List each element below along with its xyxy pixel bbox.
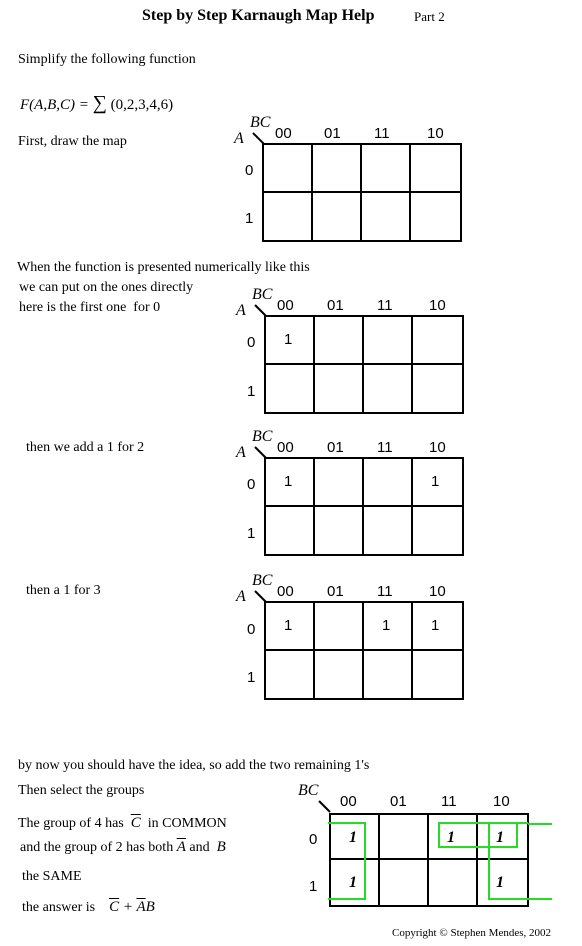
step-draw-text: First, draw the map <box>18 134 127 149</box>
kmap-cell <box>364 651 413 699</box>
function-rhs: (0,2,3,4,6) <box>110 97 174 113</box>
step-numeric-line1: When the function is presented numerically like this <box>17 260 310 275</box>
kmap-cell <box>364 507 413 555</box>
part-label: Part 2 <box>414 9 445 24</box>
kmap-step1 <box>234 284 469 416</box>
row-header: 0 <box>247 476 256 493</box>
col-header: 11 <box>377 439 393 456</box>
intro-text: Simplify the following function <box>18 52 196 67</box>
col-header: 11 <box>377 297 393 314</box>
kmap-cell <box>413 365 462 413</box>
col-header: 10 <box>429 439 446 456</box>
col-header: 11 <box>377 583 393 600</box>
kmap-cell: 1 <box>266 603 315 651</box>
sigma-symbol: ∑ <box>92 92 107 114</box>
kmap-row-var: A <box>236 302 246 319</box>
col-header: 10 <box>427 125 444 142</box>
col-header: 10 <box>429 583 446 600</box>
row-header: 1 <box>247 525 256 542</box>
kmap-grid <box>264 601 464 700</box>
page-title: Step by Step Karnaugh Map Help <box>142 7 375 24</box>
col-header: 00 <box>275 125 292 142</box>
kmap-cell <box>315 603 364 651</box>
kmap-cell <box>429 860 478 905</box>
step-numeric-line2: we can put on the ones directly <box>19 280 194 295</box>
col-header: 00 <box>277 439 294 456</box>
col-header: 11 <box>374 125 390 142</box>
kmap-cell <box>413 651 462 699</box>
kmap-cell <box>264 193 313 241</box>
kmap-grid <box>264 457 464 556</box>
col-header: 01 <box>324 125 341 142</box>
row-header: 1 <box>247 669 256 686</box>
kmap-row-var: A <box>236 588 246 605</box>
row-header: 0 <box>309 831 318 848</box>
kmap-col-var: BC <box>250 114 271 131</box>
kmap-cell <box>313 145 362 193</box>
kmap-cell <box>411 193 460 241</box>
row-header: 0 <box>247 334 256 351</box>
kmap-cell <box>266 651 315 699</box>
answer-text: the answer is $\overline{C} + \overline{A}B$ <box>22 899 155 915</box>
kmap-cell <box>266 365 315 413</box>
kmap-cell: 1 <box>266 459 315 507</box>
kmap-cell: 1 <box>364 603 413 651</box>
kmap-cell <box>362 145 411 193</box>
kmap-cell: 1 <box>429 815 478 860</box>
col-header: 00 <box>277 583 294 600</box>
kmap-cell: 1 <box>331 860 380 905</box>
row-header: 0 <box>247 621 256 638</box>
kmap-row-var: A <box>234 130 244 147</box>
kmap-cell <box>315 365 364 413</box>
col-header: 01 <box>327 583 344 600</box>
kmap-cell: 1 <box>478 815 527 860</box>
kmap-cell <box>315 651 364 699</box>
kmap-grid <box>262 143 462 242</box>
kmap-empty <box>232 112 467 244</box>
kmap-cell <box>362 193 411 241</box>
kmap-col-var: BC <box>252 428 273 445</box>
kmap-cell: 1 <box>413 603 462 651</box>
kmap-cell <box>413 317 462 365</box>
col-header: 01 <box>327 439 344 456</box>
function-lhs: F(A,B,C) = <box>20 97 89 113</box>
step-groups-text: Then select the groups <box>18 783 145 798</box>
kmap-cell <box>313 193 362 241</box>
kmap-cell <box>364 365 413 413</box>
step-numeric-line3: here is the first one for 0 <box>19 300 161 315</box>
group4-text: The group of 4 has $\overline{C}$ in COMMON <box>18 815 227 831</box>
kmap-col-var: BC <box>298 782 319 799</box>
group-two <box>438 822 518 848</box>
group-four-edge-bottom <box>528 898 552 900</box>
kmap-cell <box>413 507 462 555</box>
kmap-final <box>296 780 536 910</box>
kmap-col-var: BC <box>252 572 273 589</box>
step-add2-text: then we add a 1 for 2 <box>26 440 145 455</box>
kmap-cell <box>315 507 364 555</box>
group-four-edge-top <box>528 823 552 825</box>
kmap-row-var: A <box>236 444 246 461</box>
kmap-col-var: BC <box>252 286 273 303</box>
kmap-cell: 1 <box>266 317 315 365</box>
kmap-cell: 1 <box>331 815 380 860</box>
step-idea-text: by now you should have the idea, so add the two remaining 1's <box>18 758 370 773</box>
kmap-cell: 1 <box>496 874 504 891</box>
kmap-cell <box>380 815 429 860</box>
copyright-text: Copyright © Stephen Mendes, 2002 <box>392 927 551 939</box>
row-header: 1 <box>309 878 318 895</box>
kmap-cell <box>315 459 364 507</box>
kmap-diagonal <box>318 800 332 814</box>
kmap-cell: 1 <box>413 459 462 507</box>
col-header: 10 <box>429 297 446 314</box>
same-text: the SAME <box>22 869 82 884</box>
kmap-step3 <box>234 570 469 702</box>
kmap-cell <box>266 507 315 555</box>
col-header: 01 <box>327 297 344 314</box>
function-expression <box>20 92 173 115</box>
step-add3-text: then a 1 for 3 <box>26 583 101 598</box>
kmap-cell <box>264 145 313 193</box>
col-header: 00 <box>277 297 294 314</box>
kmap-cell <box>364 459 413 507</box>
kmap-step2 <box>234 426 469 558</box>
col-header: 11 <box>441 793 457 810</box>
kmap-cell <box>315 317 364 365</box>
kmap-cell <box>364 317 413 365</box>
row-header: 1 <box>245 210 254 227</box>
col-header: 00 <box>340 793 357 810</box>
group2-text: and the group of 2 has both $\overline{A}$ and B <box>20 839 226 855</box>
group-four-left <box>328 822 366 900</box>
row-header: 0 <box>245 162 254 179</box>
kmap-grid <box>264 315 464 414</box>
kmap-cell <box>411 145 460 193</box>
kmap-cell <box>380 860 429 905</box>
row-header: 1 <box>247 383 256 400</box>
col-header: 10 <box>493 793 510 810</box>
col-header: 01 <box>390 793 407 810</box>
